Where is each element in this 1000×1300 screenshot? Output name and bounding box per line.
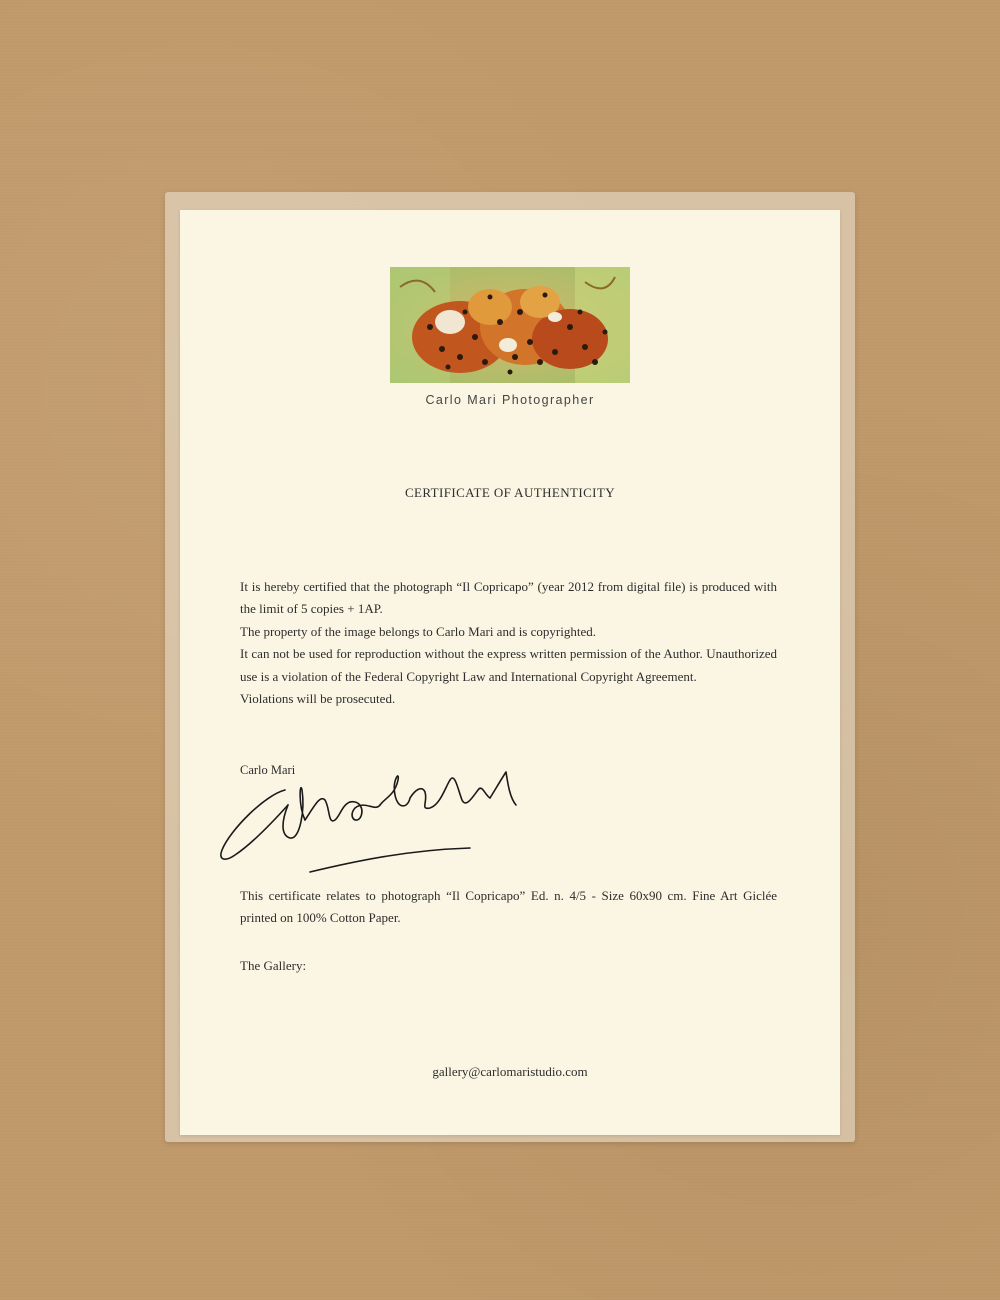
studio-name: Carlo Mari Photographer	[425, 393, 595, 407]
handwritten-signature	[210, 750, 550, 880]
certificate-title: CERTIFICATE OF AUTHENTICITY	[404, 485, 616, 500]
paragraph-property: The property of the image belongs to Carlo Mari and is copyrighted.	[240, 623, 596, 639]
paragraph-reproduction: It can not be used for reproduction without the express written permission of the Author. Unauthorized use is a violation of the Federal Copyright Law and International Copyright Agreement.	[240, 646, 777, 684]
signer-name: Carlo Mari	[240, 763, 296, 777]
paragraph-certification: It is hereby certified that the photograph “Il Copricapo” (year 2012 from digital file) is produced with the limit of 5 copies + 1AP.	[240, 579, 777, 617]
leopard-painting-image	[390, 267, 630, 383]
certificate-sheet	[180, 210, 840, 1135]
paragraph-prosecution: Violations will be prosecuted.	[240, 691, 396, 707]
gallery-email: gallery@carlomaristudio.com	[432, 1064, 588, 1079]
certificate-body	[240, 576, 777, 710]
edition-details: This certificate relates to photograph “Il Copricapo” Ed. n. 4/5 - Size 60x90 cm. Fine Art Giclée printed on 100% Cotton Paper.	[240, 888, 777, 926]
gallery-label: The Gallery:	[240, 958, 307, 973]
